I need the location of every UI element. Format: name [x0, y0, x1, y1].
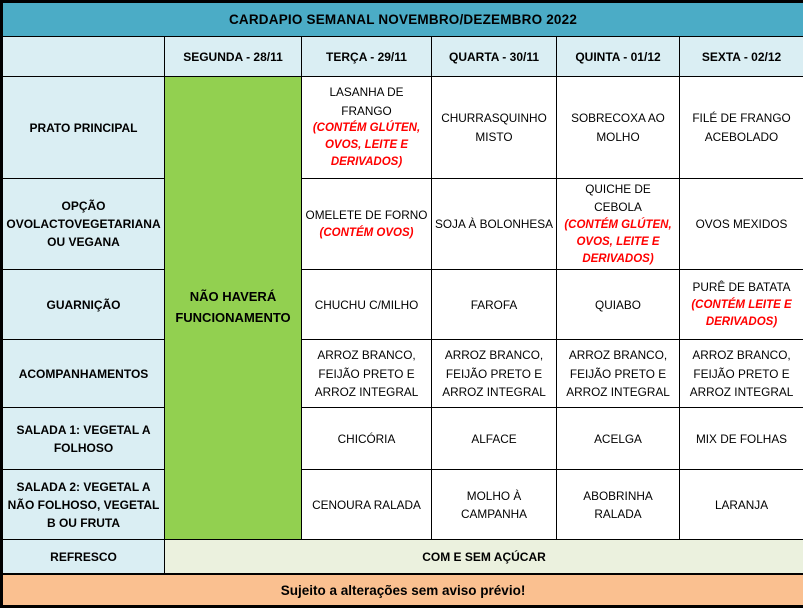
refresco-value-cell: COM E SEM AÇÚCAR [165, 540, 803, 574]
corner-cell [2, 37, 165, 77]
dish-name: QUICHE DE CEBOLA [560, 180, 676, 217]
footer-notice: Sujeito a alterações sem aviso prévio! [2, 574, 803, 607]
dish-name: SOBRECOXA AO MOLHO [560, 109, 676, 146]
row-header-prato-principal: PRATO PRINCIPAL [2, 77, 165, 179]
dish-name: QUIABO [560, 296, 676, 314]
menu-cell-opcao-quinta [557, 179, 680, 270]
column-header-quinta: QUINTA - 01/12 [557, 37, 680, 77]
dish-name: ARROZ BRANCO, FEIJÃO PRETO E ARROZ INTEGRAL [683, 346, 800, 401]
menu-cell-salada1-quinta [557, 408, 680, 470]
table-row [2, 470, 803, 540]
allergen-note: (CONTÉM OVOS) [305, 225, 428, 242]
menu-cell-salada2-sexta [680, 470, 803, 540]
menu-cell-guarnicao-quinta [557, 270, 680, 340]
menu-cell-acompanhamentos-terca [302, 340, 432, 408]
dish-name: MOLHO À CAMPANHA [435, 487, 553, 524]
dish-name: LARANJA [683, 496, 800, 514]
dish-name: ARROZ BRANCO, FEIJÃO PRETO E ARROZ INTEGRAL [560, 346, 676, 401]
row-header-salada-1: SALADA 1: VEGETAL A FOLHOSO [2, 408, 165, 470]
menu-cell-salada2-quarta [432, 470, 557, 540]
dish-name: OVOS MEXIDOS [683, 215, 800, 233]
dish-name: ALFACE [435, 430, 553, 448]
menu-cell-guarnicao-terca [302, 270, 432, 340]
dish-name: ARROZ BRANCO, FEIJÃO PRETO E ARROZ INTEGRAL [305, 346, 428, 401]
dish-name: FAROFA [435, 296, 553, 314]
dish-name: ABOBRINHA RALADA [560, 487, 676, 524]
table-row [2, 179, 803, 270]
menu-cell-guarnicao-sexta [680, 270, 803, 340]
dish-name: LASANHA DE FRANGO [305, 83, 428, 120]
menu-cell-salada1-terca [302, 408, 432, 470]
table-title: CARDAPIO SEMANAL NOVEMBRO/DEZEMBRO 2022 [2, 2, 803, 37]
menu-cell-acompanhamentos-quarta [432, 340, 557, 408]
menu-cell-opcao-terca [302, 179, 432, 270]
dish-name: CHURRASQUINHO MISTO [435, 109, 553, 146]
column-header-quarta: QUARTA - 30/11 [432, 37, 557, 77]
table-row [2, 77, 803, 179]
menu-cell-salada1-sexta [680, 408, 803, 470]
menu-cell-acompanhamentos-quinta [557, 340, 680, 408]
row-header-refresco: REFRESCO [2, 540, 165, 574]
menu-cell-salada2-terca [302, 470, 432, 540]
table-row [2, 540, 803, 574]
dish-name: FILÉ DE FRANGO ACEBOLADO [683, 109, 800, 146]
column-header-segunda: SEGUNDA - 28/11 [165, 37, 302, 77]
menu-cell-prato-sexta [680, 77, 803, 179]
column-header-sexta: SEXTA - 02/12 [680, 37, 803, 77]
row-header-guarnicao: GUARNIÇÃO [2, 270, 165, 340]
menu-cell-prato-quarta [432, 77, 557, 179]
allergen-note: (CONTÉM GLÚTEN, OVOS, LEITE E DERIVADOS) [560, 217, 676, 269]
dish-name: SOJA À BOLONHESA [435, 215, 553, 233]
allergen-note: (CONTÉM GLÚTEN, OVOS, LEITE E DERIVADOS) [305, 120, 428, 172]
menu-cell-prato-terca [302, 77, 432, 179]
dish-name: ACELGA [560, 430, 676, 448]
dish-name: MIX DE FOLHAS [683, 430, 800, 448]
closed-notice-cell: NÃO HAVERÁ FUNCIONAMENTO [165, 77, 302, 540]
menu-cell-acompanhamentos-sexta [680, 340, 803, 408]
table-row [2, 408, 803, 470]
dish-name: CENOURA RALADA [305, 496, 428, 514]
allergen-note: (CONTÉM LEITE E DERIVADOS) [683, 297, 800, 332]
menu-cell-opcao-quarta [432, 179, 557, 270]
row-header-salada-2: SALADA 2: VEGETAL A NÃO FOLHOSO, VEGETAL B OU FRUTA [2, 470, 165, 540]
table-row [2, 340, 803, 408]
dish-name: CHICÓRIA [305, 430, 428, 448]
dish-name: OMELETE DE FORNO [305, 206, 428, 224]
menu-cell-guarnicao-quarta [432, 270, 557, 340]
dish-name: ARROZ BRANCO, FEIJÃO PRETO E ARROZ INTEGRAL [435, 346, 553, 401]
menu-cell-salada2-quinta [557, 470, 680, 540]
dish-name: CHUCHU C/MILHO [305, 296, 428, 314]
row-header-opcao-vegetariana: OPÇÃO OVOLACTOVEGETARIANA OU VEGANA [2, 179, 165, 270]
row-header-acompanhamentos: ACOMPANHAMENTOS [2, 340, 165, 408]
menu-cell-opcao-sexta [680, 179, 803, 270]
column-header-terca: TERÇA - 29/11 [302, 37, 432, 77]
dish-name: PURÊ DE BATATA [683, 278, 800, 296]
menu-cell-salada1-quarta [432, 408, 557, 470]
table-row [2, 270, 803, 340]
menu-cell-prato-quinta [557, 77, 680, 179]
